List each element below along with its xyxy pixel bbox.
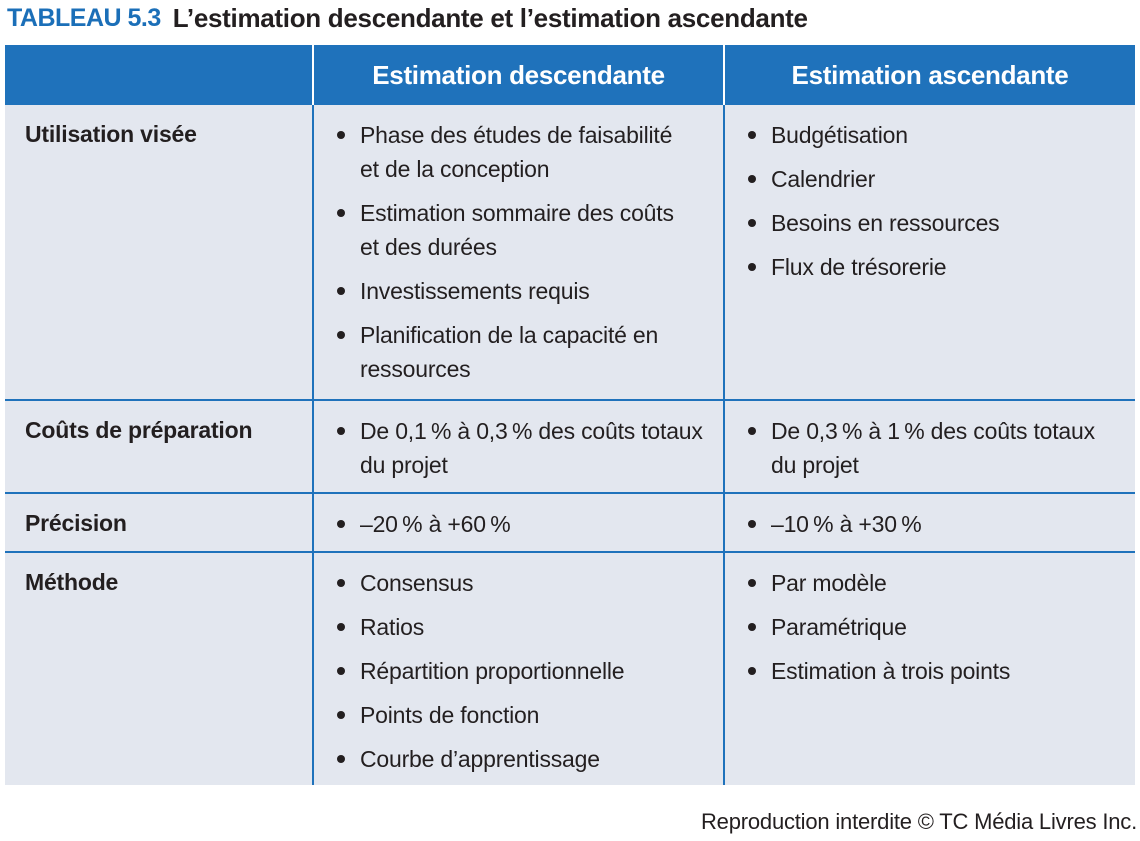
list-item: Budgétisation <box>771 118 1135 152</box>
row-label-precision: Précision <box>5 492 312 551</box>
table-number: TABLEAU 5.3 <box>7 3 161 32</box>
list-item: Estimation à trois points <box>771 654 1135 688</box>
bullet-list <box>314 494 723 541</box>
list-item: –10 % à +30 % <box>771 507 1135 541</box>
list-item: Paramétrique <box>771 610 1135 644</box>
bullet-list <box>314 553 723 776</box>
list-item: De 0,1 % à 0,3 % des coûts totaux du projet <box>360 414 710 482</box>
bullet-list <box>314 105 723 386</box>
row-label-utilisation: Utilisation visée <box>25 121 197 147</box>
cell-couts-ascendante <box>723 399 1135 492</box>
table-title: L’estimation descendante et l’estimation ascendante <box>172 2 808 33</box>
list-item: Calendrier <box>771 162 1135 196</box>
bullet-list <box>725 494 1135 541</box>
cell-methode-ascendante <box>723 551 1135 785</box>
list-item: –20 % à +60 % <box>360 507 723 541</box>
cell-utilisation-ascendante <box>723 105 1135 399</box>
list-item: Points de fonction <box>360 698 723 732</box>
bullet-list <box>314 401 723 482</box>
list-item: Ratios <box>360 610 723 644</box>
bullet-list <box>725 105 1135 284</box>
list-item: Flux de trésorerie <box>771 250 1135 284</box>
cell-couts-descendante <box>312 399 723 492</box>
row-label-couts: Coûts de préparation <box>5 399 312 492</box>
cell-utilisation-descendante <box>312 105 723 399</box>
cell-methode-descendante <box>312 551 723 785</box>
list-item: Répartition proportionnelle <box>360 654 723 688</box>
list-item: Par modèle <box>771 566 1135 600</box>
list-item: De 0,3 % à 1 % des coûts totaux du projet <box>771 414 1116 482</box>
list-item: Phase des études de faisabilité et de la conception <box>360 118 690 186</box>
list-item: Estimation sommaire des coûts et des durées <box>360 196 690 264</box>
list-item: Besoins en ressources <box>771 206 1135 240</box>
header-corner-cell <box>5 45 312 105</box>
list-item: Consensus <box>360 566 723 600</box>
row-label-methode: Méthode <box>5 551 312 785</box>
list-item: Courbe d’apprentissage <box>360 742 723 776</box>
table-caption <box>7 0 808 36</box>
comparison-table <box>5 45 1135 785</box>
copyright-notice: Reproduction interdite © TC Média Livres Inc. <box>700 809 1137 834</box>
header-descendante: Estimation descendante <box>312 45 723 105</box>
list-item: Investissements requis <box>360 274 723 308</box>
bullet-list <box>725 553 1135 688</box>
header-ascendante: Estimation ascendante <box>723 45 1135 105</box>
cell-precision-ascendante <box>723 492 1135 551</box>
cell-precision-descendante <box>312 492 723 551</box>
bullet-list <box>725 401 1135 482</box>
list-item: Planification de la capacité en ressources <box>360 318 660 386</box>
